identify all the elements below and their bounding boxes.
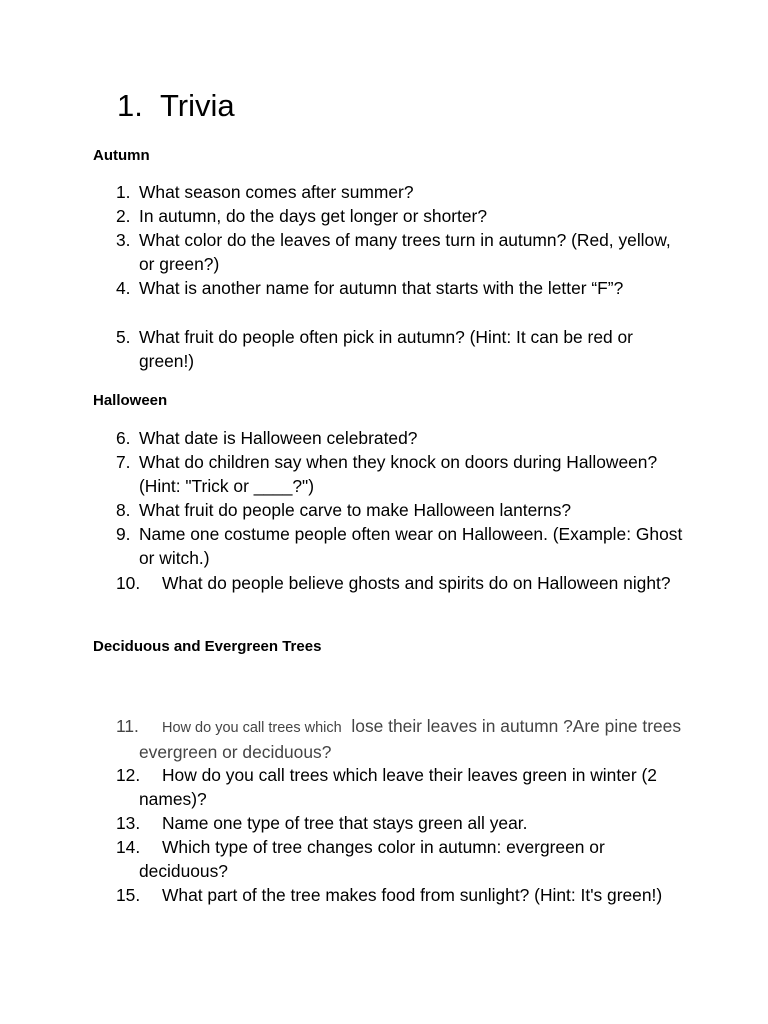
question-text: What fruit do people carve to make Halloween lanterns? xyxy=(139,500,572,520)
section-heading-halloween: Halloween xyxy=(93,392,168,409)
question-item xyxy=(116,276,686,300)
question-text-start: How do you call trees which xyxy=(162,720,342,736)
question-text: What is another name for autumn that starts with the letter “F”? xyxy=(139,278,624,298)
question-number: 2. xyxy=(116,206,131,226)
title-number: 1. xyxy=(117,88,143,123)
question-item xyxy=(116,426,686,450)
title-text: Trivia xyxy=(160,88,235,123)
question-number: 7. xyxy=(116,452,131,472)
question-item xyxy=(116,763,686,812)
question-number: 5. xyxy=(116,327,131,347)
question-number: 8. xyxy=(116,500,131,520)
question-text: What fruit do people often pick in autumn? (Hint: It can be red or green!) xyxy=(139,327,633,372)
question-text: What season comes after summer? xyxy=(139,182,414,202)
question-number: 12. xyxy=(116,765,141,785)
question-text: Which type of tree changes color in autumn: evergreen or deciduous? xyxy=(139,837,605,882)
question-number: 4. xyxy=(116,278,131,298)
question-number: 6. xyxy=(116,428,131,448)
question-number: 14. xyxy=(116,837,141,857)
question-text: What date is Halloween celebrated? xyxy=(139,428,418,448)
document-title xyxy=(117,86,235,126)
question-text: What part of the tree makes food from sunlight? (Hint: It's green!) xyxy=(162,885,663,905)
question-number: 13. xyxy=(116,813,141,833)
question-text: What do children say when they knock on doors during Halloween? (Hint: "Trick or ____?") xyxy=(139,452,658,497)
question-number: 10. xyxy=(116,573,141,593)
question-text: What color do the leaves of many trees turn in autumn? (Red, yellow, or green?) xyxy=(139,230,671,275)
question-item xyxy=(116,883,686,907)
question-item xyxy=(116,498,686,522)
question-text-end: lose their leaves in autumn ?Are pine trees evergreen or deciduous? xyxy=(139,716,682,763)
question-item xyxy=(116,835,686,884)
question-item xyxy=(116,571,686,595)
question-number: 11. xyxy=(116,716,139,736)
question-text: What do people believe ghosts and spirits do on Halloween night? xyxy=(162,573,671,593)
question-item xyxy=(116,180,686,204)
question-text: In autumn, do the days get longer or shorter? xyxy=(139,206,488,226)
question-item xyxy=(116,325,686,374)
section-heading-autumn: Autumn xyxy=(93,147,150,164)
section-heading-trees: Deciduous and Evergreen Trees xyxy=(93,638,322,655)
question-item xyxy=(116,228,686,277)
question-item xyxy=(116,204,686,228)
question-number: 3. xyxy=(116,230,131,250)
question-number: 15. xyxy=(116,885,141,905)
question-text xyxy=(116,714,686,765)
question-item xyxy=(116,450,686,499)
question-item xyxy=(116,522,686,571)
question-text: Name one type of tree that stays green all year. xyxy=(162,813,528,833)
question-text: How do you call trees which leave their leaves green in winter (2 names)? xyxy=(139,765,657,810)
question-item xyxy=(116,714,686,765)
question-text: Name one costume people often wear on Halloween. (Example: Ghost or witch.) xyxy=(139,524,683,569)
question-number: 9. xyxy=(116,524,131,544)
question-item xyxy=(116,811,686,835)
question-number: 1. xyxy=(116,182,131,202)
